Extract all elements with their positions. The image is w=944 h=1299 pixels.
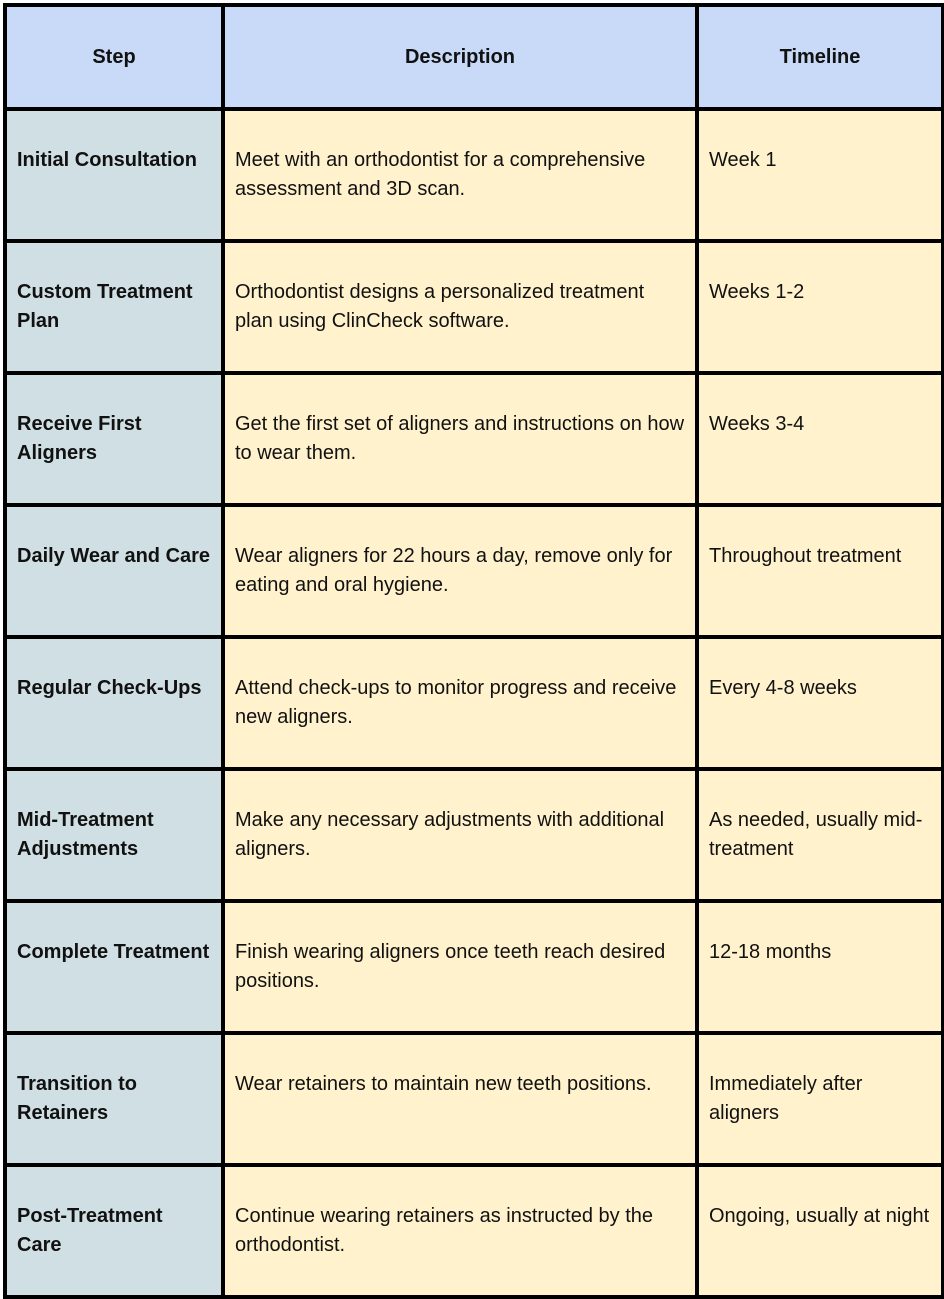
header-timeline: Timeline [697,5,943,109]
description-cell: Continue wearing retainers as instructed by the orthodontist. [223,1165,697,1297]
description-cell: Orthodontist designs a personalized treatment plan using ClinCheck software. [223,241,697,373]
table-row [5,1033,943,1165]
table-row [5,901,943,1033]
table-row [5,241,943,373]
step-cell: Regular Check-Ups [5,637,223,769]
timeline-cell: Every 4-8 weeks [697,637,943,769]
table-row [5,505,943,637]
step-cell: Mid-Treatment Adjustments [5,769,223,901]
step-cell: Custom Treatment Plan [5,241,223,373]
table-row [5,373,943,505]
timeline-cell: Weeks 1-2 [697,241,943,373]
step-cell: Initial Consultation [5,109,223,241]
table-row [5,1165,943,1297]
description-cell: Make any necessary adjustments with additional aligners. [223,769,697,901]
timeline-cell: Week 1 [697,109,943,241]
description-cell: Wear retainers to maintain new teeth positions. [223,1033,697,1165]
header-step: Step [5,5,223,109]
description-cell: Finish wearing aligners once teeth reach desired positions. [223,901,697,1033]
timeline-cell: As needed, usually mid-treatment [697,769,943,901]
timeline-cell: Weeks 3-4 [697,373,943,505]
table-row [5,637,943,769]
treatment-steps-table [3,3,944,1299]
timeline-cell: Immediately after aligners [697,1033,943,1165]
step-cell: Transition to Retainers [5,1033,223,1165]
step-cell: Daily Wear and Care [5,505,223,637]
step-cell: Complete Treatment [5,901,223,1033]
description-cell: Wear aligners for 22 hours a day, remove only for eating and oral hygiene. [223,505,697,637]
step-cell: Post-Treatment Care [5,1165,223,1297]
description-cell: Meet with an orthodontist for a comprehensive assessment and 3D scan. [223,109,697,241]
header-row [5,5,943,109]
table-row [5,769,943,901]
description-cell: Get the first set of aligners and instructions on how to wear them. [223,373,697,505]
timeline-cell: 12-18 months [697,901,943,1033]
header-description: Description [223,5,697,109]
timeline-cell: Ongoing, usually at night [697,1165,943,1297]
description-cell: Attend check-ups to monitor progress and receive new aligners. [223,637,697,769]
timeline-cell: Throughout treatment [697,505,943,637]
step-cell: Receive First Aligners [5,373,223,505]
table-row [5,109,943,241]
